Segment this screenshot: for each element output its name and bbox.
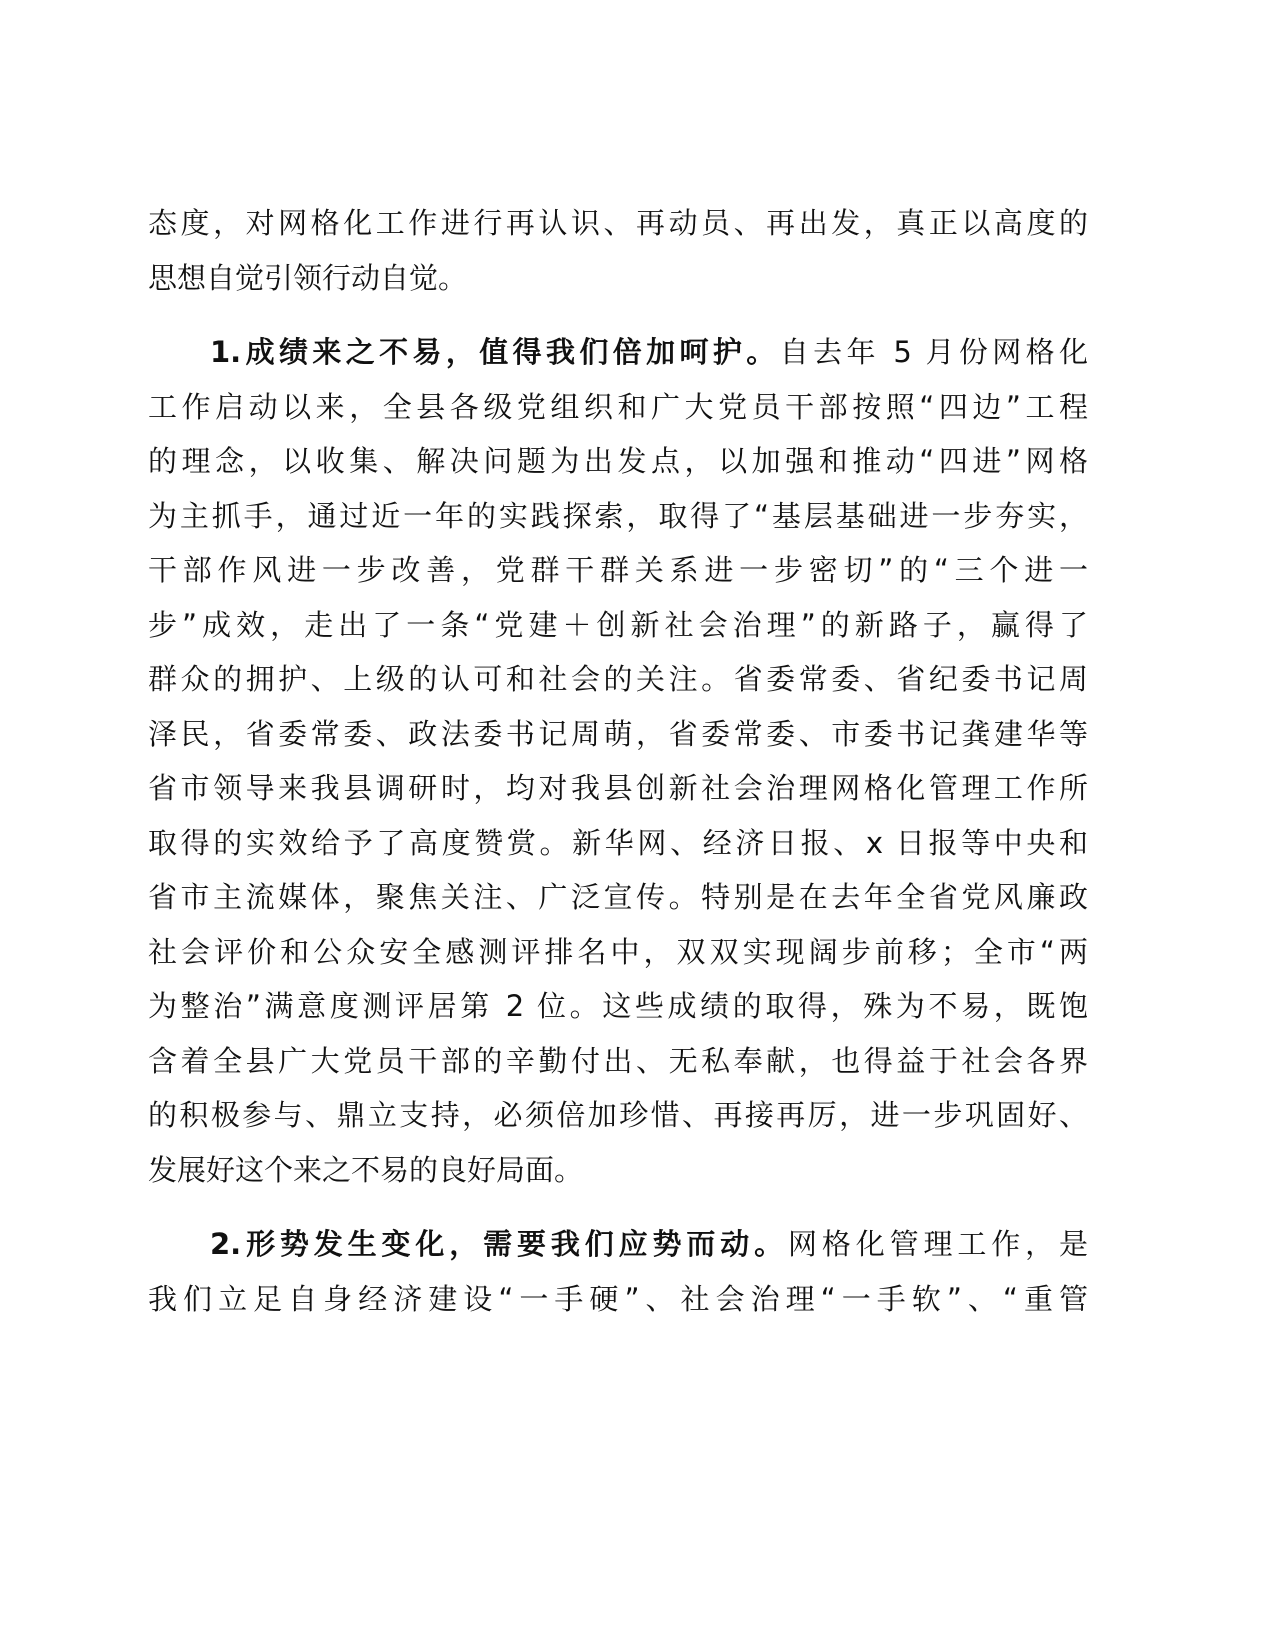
text-line: 取得的实效给予了高度赞赏。新华网、经济日报、x 日报等中央和: [148, 825, 1088, 860]
text-line: [148, 325, 1088, 380]
text-line: 省市领导来我县调研时，均对我县创新社会治理网格化管理工作所: [148, 771, 1088, 805]
section-heading: 2.形势发生变化，需要我们应势而动。: [210, 1227, 789, 1261]
text-line: 工作启动以来，全县各级党组织和广大党员干部按照“四边”工程: [148, 389, 1088, 424]
text-line: 泽民，省委常委、政法委书记周萌，省委常委、市委书记龚建华等: [148, 716, 1088, 751]
text-line: 的理念，以收集、解决问题为出发点，以加强和推动“四进”网格: [148, 444, 1088, 478]
section-heading: 1.成绩来之不易，值得我们倍加呵护。: [210, 335, 780, 369]
paragraph-achievements: [148, 325, 1088, 1197]
text-line: 群众的拥护、上级的认可和社会的关注。省委常委、省纪委书记周: [148, 662, 1088, 696]
text-line: 含着全县广大党员干部的辛勤付出、无私奉献，也得益于社会各界: [148, 1043, 1088, 1078]
text-line: 的积极参与、鼎立支持，必须倍加珍惜、再接再厉，进一步巩固好、: [148, 1098, 1088, 1132]
text-line: 为整治”满意度测评居第 2 位。这些成绩的取得，殊为不易，既饱: [148, 989, 1088, 1023]
text-line: 步”成效，走出了一条“党建＋创新社会治理”的新路子，赢得了: [148, 607, 1088, 642]
text-line: 为主抓手，通过近一年的实践探索，取得了“基层基础进一步夯实，: [148, 498, 1088, 533]
text-segment: 网格化管理工作，是: [788, 1227, 1088, 1261]
text-line: 我们立足自身经济建设“一手硬”、社会治理“一手软”、“重管: [148, 1281, 1088, 1316]
text-line: 省市主流媒体，聚焦关注、广泛宣传。特别是在去年全省党风廉政: [148, 880, 1088, 914]
text-line: 发展好这个来之不易的良好局面。: [148, 1152, 584, 1187]
document-page: [148, 196, 1088, 1326]
paragraph-intro: [148, 196, 1088, 305]
text-line: 干部作风进一步改善，党群干群关系进一步密切”的“三个进一: [148, 553, 1088, 587]
text-line: 思想自觉引领行动自觉。: [148, 260, 468, 295]
text-line: 态度，对网格化工作进行再认识、再动员、再出发，真正以高度的: [148, 206, 1088, 240]
text-line: 社会评价和公众安全感测评排名中，双双实现阔步前移；全市“两: [148, 934, 1088, 969]
paragraph-situation: [148, 1217, 1088, 1326]
text-segment: 自去年 5 月份网格化: [779, 335, 1089, 369]
text-line: [148, 1217, 1088, 1272]
